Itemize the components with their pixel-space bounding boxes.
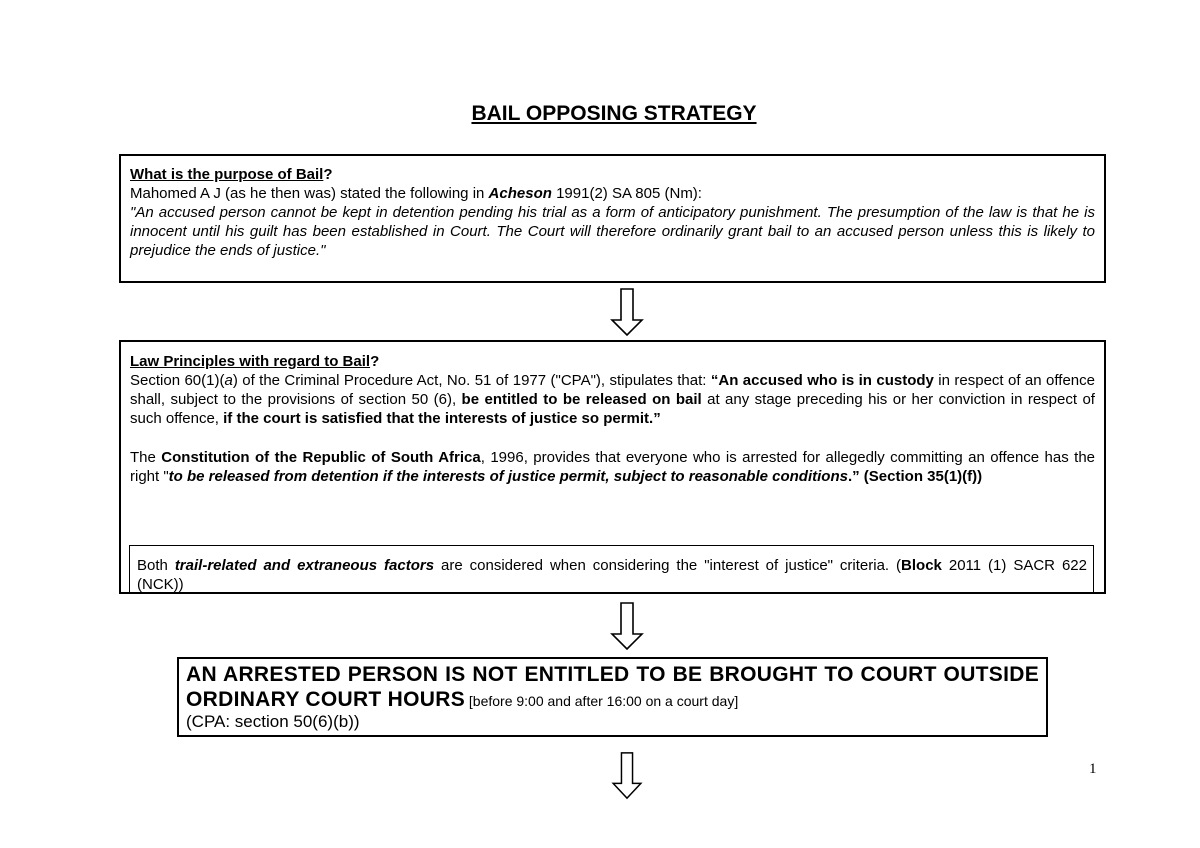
acheson-case-name: Acheson xyxy=(488,185,552,202)
acheson-intro-pre: Mahomed A J (as he then was) stated the following in xyxy=(130,185,489,202)
acheson-intro xyxy=(130,184,1095,203)
p2-a: The xyxy=(130,449,162,466)
p2-bi: to be released from detention if the interests of justice permit, subject to reasonable conditions xyxy=(168,468,848,485)
p1-d: at any stage preceding his or her conviction in respect of such offence, xyxy=(130,391,1095,427)
purpose-heading-text: What is the purpose of Bail xyxy=(130,166,324,183)
page-title: BAIL OPPOSING STRATEGY xyxy=(471,102,757,125)
cpa-section-50-ref: (CPA: section 50(6)(b)) xyxy=(186,712,360,731)
inner-c: 2011 (1) SACR 622 (NCK)) xyxy=(137,557,1087,593)
down-arrow-icon xyxy=(610,752,644,800)
court-hours-small-text: [before 9:00 and after 16:00 on a court day] xyxy=(465,693,739,709)
law-principles-box xyxy=(119,340,1106,594)
p1-c: in respect of an offence shall, subject to the provisions of section 50 (6), xyxy=(130,372,1095,408)
acheson-quote: "An accused person cannot be kept in detention pending his trial as a form of anticipatory punishment. The presumption of the law is that he is innocent until his guilt has been established in Court. The Court will therefore ordinarily grant bail to an accused person unless this is likely to prejudice the ends of justice." xyxy=(130,204,1095,259)
p1-bold2: be entitled to be released on bail xyxy=(461,391,702,408)
p1-bold3: if the court is satisfied that the interests of justice so permit.” xyxy=(223,410,661,427)
inner-bold: Block xyxy=(901,557,942,574)
law-principles-heading-q: ? xyxy=(370,353,380,370)
cpa-section-60-paragraph xyxy=(130,371,1095,428)
purpose-of-bail-box xyxy=(119,154,1106,283)
court-hours-big-text: AN ARRESTED PERSON IS NOT ENTITLED TO BE BROUGHT TO COURT OUTSIDE ORDINARY COURT HOURS xyxy=(186,663,1039,711)
p1-a: Section 60(1)( xyxy=(130,372,225,389)
p1-b: ) of the Criminal Procedure Act, No. 51 of 1977 ("CPA"), stipulates that: xyxy=(232,372,711,389)
court-hours-box xyxy=(177,657,1048,737)
interest-of-justice-inner-box xyxy=(129,545,1094,593)
court-hours-statement xyxy=(186,662,1039,712)
down-arrow-icon xyxy=(610,288,644,336)
p2-bold: Constitution of the Republic of South Africa xyxy=(161,449,481,466)
inner-bi: trail-related and extraneous factors xyxy=(174,557,435,574)
constitution-paragraph xyxy=(130,448,1095,486)
law-principles-heading xyxy=(130,352,1095,371)
inner-a: Both xyxy=(137,557,175,574)
acheson-citation: 1991(2) SA 805 (Nm): xyxy=(551,185,702,202)
purpose-heading xyxy=(130,165,1095,184)
p1-bold1: “An accused who is in custody xyxy=(710,372,934,389)
purpose-heading-q: ? xyxy=(323,166,333,183)
inner-b: are considered when considering the "interest of justice" criteria. ( xyxy=(434,557,902,574)
law-principles-heading-text: Law Principles with regard to Bail xyxy=(130,353,371,370)
p2-b: , 1996, provides that everyone who is arrested for allegedly committing an offence has the right " xyxy=(130,449,1096,485)
p1-a-ital: a xyxy=(224,372,233,389)
p2-end: .” (Section 35(1)(f)) xyxy=(847,468,983,485)
page-number: 1 xyxy=(1089,761,1097,777)
factors-paragraph xyxy=(137,556,1087,594)
down-arrow-icon xyxy=(610,602,644,650)
